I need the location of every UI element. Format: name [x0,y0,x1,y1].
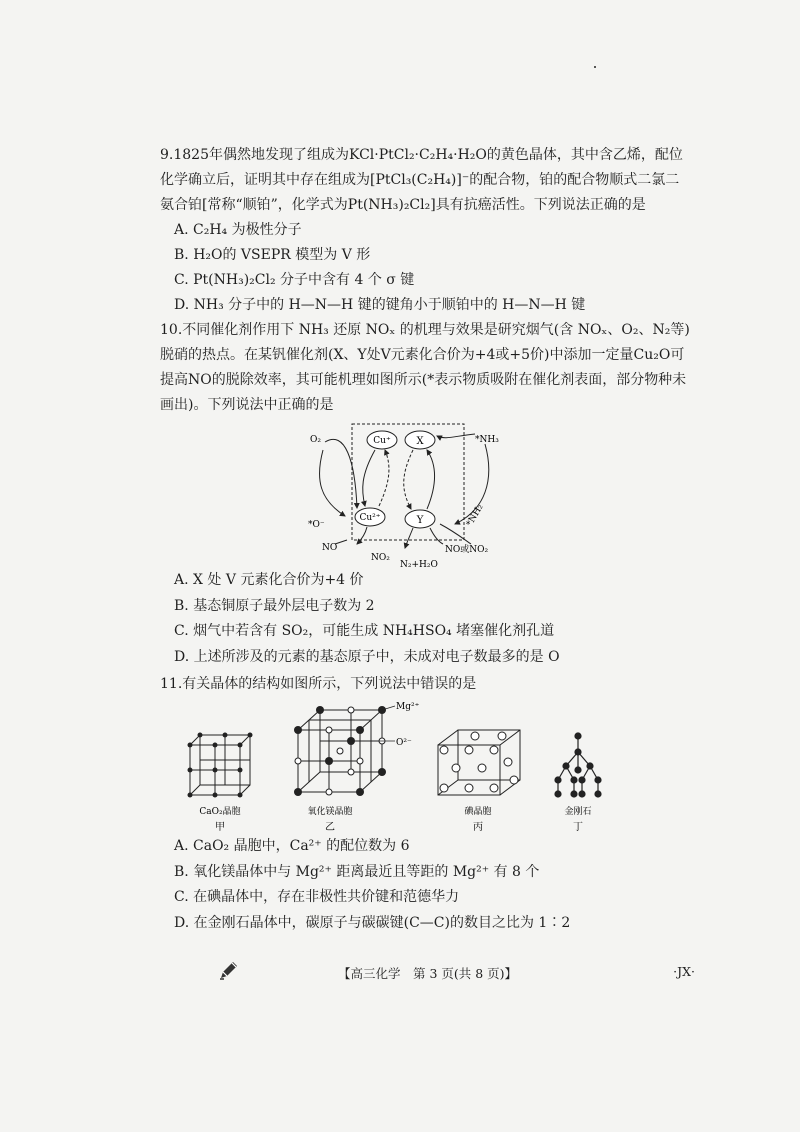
iodine-cell [438,730,520,795]
mgo-cell [294,706,395,796]
question-11-options [160,834,690,936]
question-10-option-d: D. 上述所涉及的元素的基态原子中，未成对电子数最多的是 O [174,648,560,665]
cu2-plus-label: Cu²⁺ [359,513,381,523]
o2-label: O₂ [310,435,321,445]
n2-h2o-label: N₂+H₂O [400,560,438,570]
question-11-option-c: C. 在碘晶体中，存在非极性共价键和范德华力 [174,889,460,905]
footer-code: ·JX· [673,964,695,979]
mgo-name: 氧化镁晶胞 [307,807,353,817]
question-10 [160,318,690,418]
question-11-option-d: D. 在金刚石晶体中，碳原子与碳碳键(C—C)的数目之比为 1∶2 [174,914,571,931]
question-11-option-b: B. 氧化镁晶体中与 Mg²⁺ 距离最近且等距的 Mg²⁺ 有 8 个 [174,863,540,880]
iodine-tag: 丙 [473,822,483,833]
question-9 [160,143,690,318]
footer-page-info: 【高三化学 第 3 页(共 8 页)】 [337,966,518,981]
cu-plus-label: Cu⁺ [373,436,391,446]
question-9-option-c: C. Pt(NH₃)₂Cl₂ 分子中含有 4 个 σ 键 [174,272,415,288]
question-11 [160,672,690,697]
no-label: NO [322,543,338,553]
question-10-option-a: A. X 处 V 元素化合价为+4 价 [174,572,364,588]
mgo-o-label: O²⁻ [396,738,412,748]
cao2-name: CaO₂晶胞 [199,807,241,817]
question-9-option-d: D. NH₃ 分子中的 H—N—H 键的键角小于顺铂中的 H—N—H 键 [174,297,586,313]
diamond-name: 金刚石 [564,807,592,817]
question-9-option-a: A. C₂H₄ 为极性分子 [174,222,302,238]
x-label: X [416,436,424,447]
question-11-stem: 11.有关晶体的结构如图所示，下列说法中错误的是 [160,676,477,692]
no2-label: NO₂ [371,553,390,563]
diamond-structure [555,733,601,797]
mechanism-diagram [295,420,525,570]
question-9-stem: 9.1825年偶然地发现了组成为KCl·PtCl₂·C₂H₄·H₂O的黄色晶体，其中含乙烯，配位化学确立后，证明其中存在组成为[PtCl₃(C₂H₄)]⁻的配合物，铂的配合物顺式二氯二氨合铂[常称“顺铂”，化学式为Pt(NH₃)₂Cl₂]具有抗癌活性。下列说法正确的是 [160,147,683,213]
no-or-no2-label: NO或NO₂ [445,545,489,555]
question-10-option-c: C. 烟气中若含有 SO₂，可能生成 NH₄HSO₄ 堵塞催化剂孔道 [174,623,555,639]
iodine-name: 碘晶胞 [464,807,492,817]
diamond-tag: 丁 [573,822,583,833]
question-10-option-b: B. 基态铜原子最外层电子数为 2 [174,597,375,614]
cao2-tag: 甲 [215,822,225,833]
nh3-label: *NH₃ [475,435,499,445]
question-10-options [160,568,690,670]
o-star-label: *O⁻ [308,520,325,530]
question-9-option-b: B. H₂O的 VSEPR 模型为 V 形 [174,247,371,263]
question-10-stem: 10.不同催化剂作用下 NH₃ 还原 NOₓ 的机理与效果是研究烟气(含 NOₓ、O₂、N₂等)脱硝的热点。在某钒催化剂(X、Y处V元素化合价为+4或+5价)中添加一定量Cu₂O可提高NO的脱除效率，其可能机理如图所示(*表示物质吸附在催化剂表面，部分物种未画出)。下列说法中正确的是 [160,322,690,413]
crystal-figures [180,700,610,835]
mgo-mg-label: Mg²⁺ [396,702,420,712]
y-label: Y [416,515,424,526]
speck [594,66,596,68]
cao2-cell [188,733,253,798]
question-11-option-a: A. CaO₂ 晶胞中，Ca²⁺ 的配位数为 6 [174,838,410,854]
nh2-label: *NH₂ [464,502,486,529]
page-footer [160,962,695,986]
mgo-tag: 乙 [325,822,335,833]
